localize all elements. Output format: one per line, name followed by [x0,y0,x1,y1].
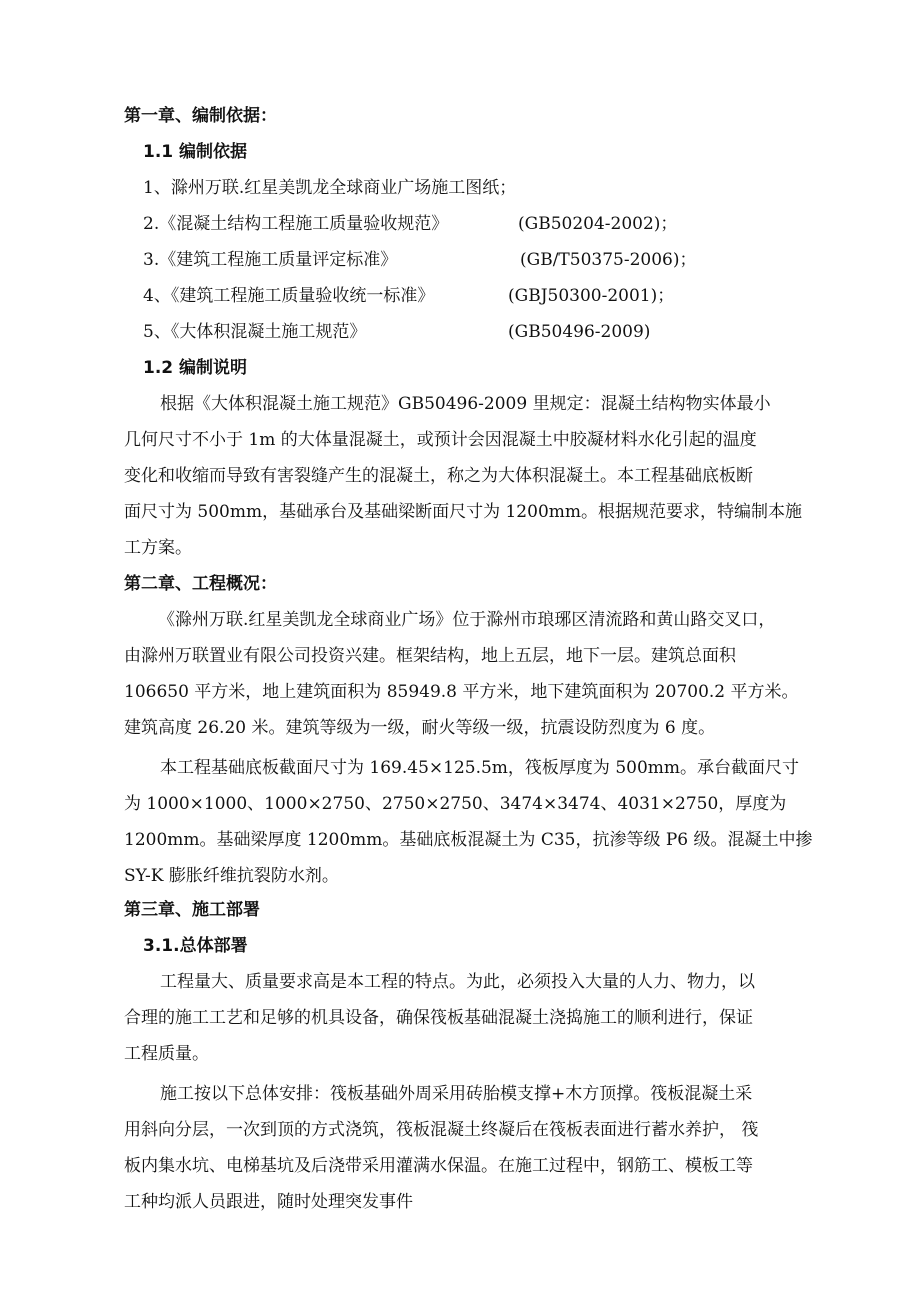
section-1-2-title: 1.2 编制说明 [143,358,248,378]
chapter-1-title: 第一章、编制依据： [124,106,277,126]
deployment-paragraph-2 [124,1076,824,1220]
text-line: 1200mm。基础梁厚度 1200mm。基础底板混凝土为 C35，抗渗等级 P6 级。混凝土中掺 [124,830,813,850]
section-3-1-title: 3.1.总体部署 [143,936,248,956]
basis-item-4: 4、《建筑工程施工质量验收统一标准》 [143,286,435,306]
text-line: 变化和收缩而导致有害裂缝产生的混凝土，称之为大体积混凝土。本工程基础底板断 [124,466,753,486]
text-line: 建筑高度 26.20 米。建筑等级为一级，耐火等级一级，抗震设防烈度为 6 度。 [124,718,716,738]
project-overview-paragraph-1 [124,602,824,746]
basis-item-3-code: (GB/T50375-2006)； [520,250,697,270]
basis-item-1: 1、滁州万联.红星美凯龙全球商业广场施工图纸； [143,178,517,198]
text-line: 工程质量。 [124,1044,209,1064]
text-line: 本工程基础底板截面尺寸为 169.45×125.5m，筏板厚度为 500mm。承台截面尺寸 [160,758,800,778]
basis-item-5: 5、《大体积混凝土施工规范》 [143,322,367,342]
basis-item-4-code: (GBJ50300-2001)； [508,286,675,306]
text-line: 板内集水坑、电梯基坑及后浇带采用灌满水保温。在施工过程中，钢筋工、模板工等 [124,1156,753,1176]
text-line: 合理的施工工艺和足够的机具设备，确保筏板基础混凝土浇捣施工的顺利进行，保证 [124,1008,753,1028]
project-overview-paragraph-2 [124,750,824,894]
text-line: 由滁州万联置业有限公司投资兴建。框架结构，地上五层，地下一层。建筑总面积 [124,646,736,666]
basis-item-5-code: (GB50496-2009) [508,322,651,342]
text-line: 根据《大体积混凝土施工规范》GB50496-2009 里规定：混凝土结构物实体最小 [160,394,771,414]
basis-item-3: 3.《建筑工程施工质量评定标准》 [143,250,398,270]
section-1-1-title: 1.1 编制依据 [143,142,248,162]
deployment-paragraph-1 [124,964,824,1072]
text-line: 工程量大、质量要求高是本工程的特点。为此，必须投入大量的人力、物力，以 [160,972,755,992]
chapter-3-title: 第三章、施工部署 [124,900,260,920]
basis-item-2: 2.《混凝土结构工程施工质量验收规范》 [143,214,449,234]
text-line: 用斜向分层，一次到顶的方式浇筑，筏板混凝土终凝后在筏板表面进行蓄水养护， 筏 [124,1120,759,1140]
section-1-2-paragraph [124,386,824,566]
text-line: 106650 平方米，地上建筑面积为 85949.8 平方米，地下建筑面积为 20700.2 平方米。 [124,682,799,702]
text-line: 面尺寸为 500mm，基础承台及基础梁断面尺寸为 1200mm。根据规范要求，特编制本施 [124,502,802,522]
text-line: 工种均派人员跟进，随时处理突发事件 [124,1192,413,1212]
chapter-2-title: 第二章、工程概况： [124,574,277,594]
text-line: 《滁州万联.红星美凯龙全球商业广场》位于滁州市琅琊区清流路和黄山路交叉口， [158,610,776,630]
basis-item-2-code: (GB50204-2002)； [518,214,678,234]
text-line: SY-K 膨胀纤维抗裂防水剂。 [124,866,339,886]
text-line: 几何尺寸不小于 1m 的大体量混凝土，或预计会因混凝土中胶凝材料水化引起的温度 [124,430,757,450]
text-line: 施工按以下总体安排：筏板基础外周采用砖胎模支撑+木方顶撑。筏板混凝土采 [160,1084,753,1104]
text-line: 工方案。 [124,538,192,558]
text-line: 为 1000×1000、1000×2750、2750×2750、3474×3474、4031×2750，厚度为 [124,794,787,814]
